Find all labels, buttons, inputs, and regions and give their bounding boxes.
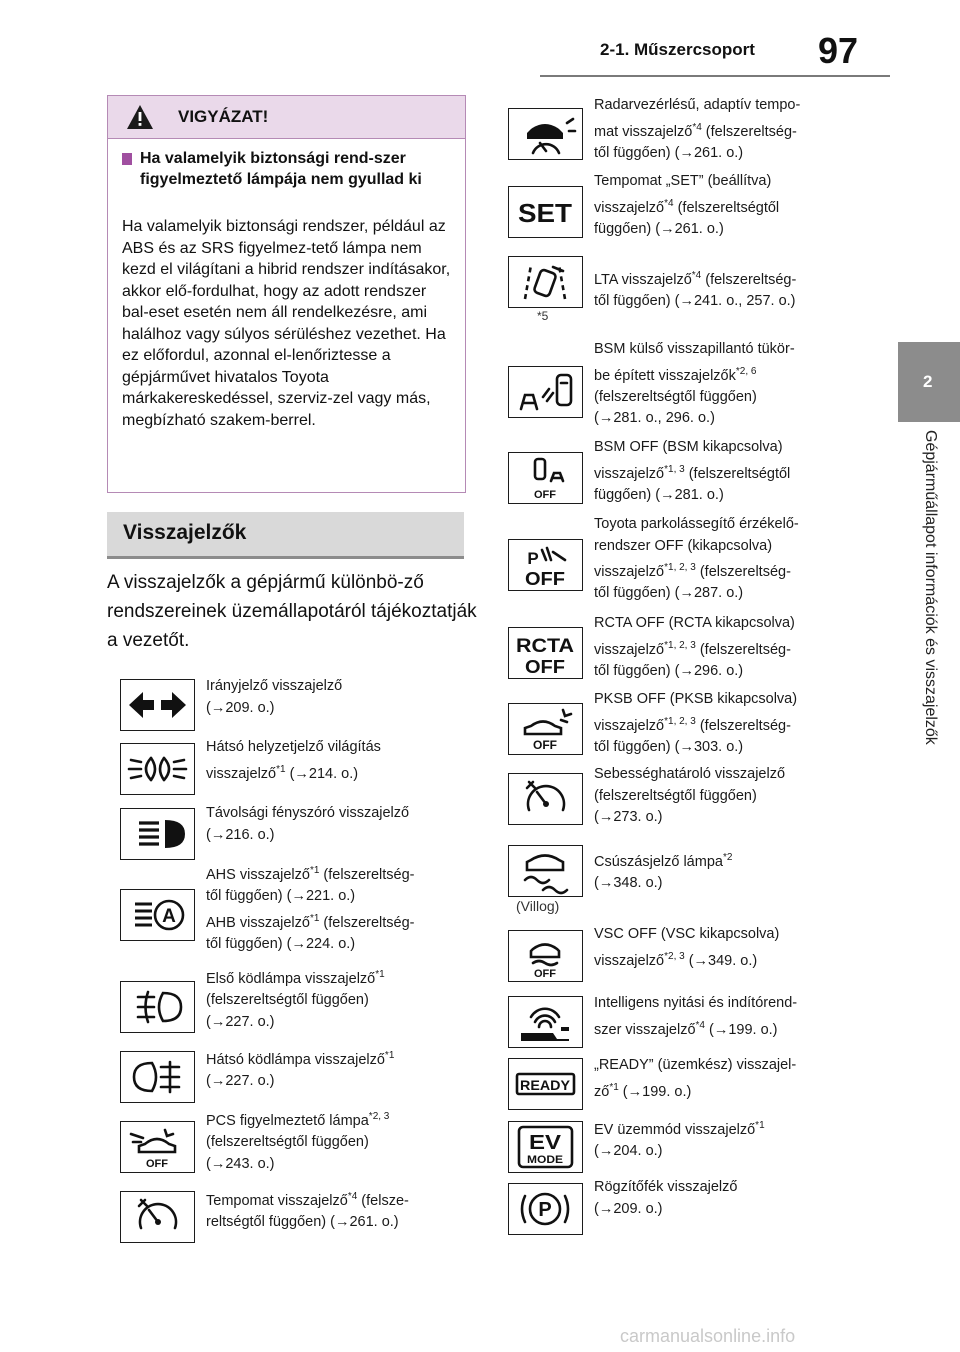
indicator-row [508,1179,858,1239]
warning-subheading [122,148,452,190]
indicator-description: Intelligens nyitási és indítórend- szer visszajelző$^{*4}$ (→199. o.) [594,995,798,1038]
indicator-row [508,1058,858,1114]
bsm-off-icon [508,452,583,504]
chapter-tab [898,342,960,422]
icon-label: OFF [534,489,556,501]
header-rule [540,75,890,77]
warning-body: Ha valamelyik biztonsági rendszer, például az ABS és az SRS figyelmez-tető lámpa nem kezd el világítani a hibrid rendszer indításakor, akkor elő-fordulhat, hogy az adott rendszer bal-eset esetén nem áll rendelkezésre, ami halálhoz vagy súlyos sérüléshez vezethet. Ha ez előfordul, azonnal el-lenőriztesse a gépjárművet hivatalos Toyota márkakereskedéssel, szerviz-zel vagy más, megbízható szakem-berrel. [122,218,451,429]
indicator-description: PKSB OFF (PKSB kikapcsolva) visszajelző$^{*1, 2, 3}$ (felszereltség- től függően) (→303. o.) [594,691,798,755]
indicator-row [508,996,858,1052]
section-intro: A visszajelzők a gépjármű különbö-ző rendszereinek üzemállapotáról tájékoztatják a vezetőt. [107,572,477,651]
pcs-off-icon [120,1121,195,1173]
icon-label: OFF [525,569,565,589]
indicator-description: „READY” (üzemkész) visszajel- $ző^{*1}$ (→199. o.) [594,1057,797,1100]
rear-fog-icon [120,1051,195,1103]
indicator-row [508,845,858,914]
square-bullet-icon [122,153,132,165]
bsm-mirror-icon [508,366,583,418]
ahs-ahb-icon [120,889,195,941]
turn-signal-icon [120,679,195,731]
warning-box [107,95,466,493]
footer-watermark: carmanualsonline.info [620,1326,796,1346]
icon-label: P [538,1199,552,1221]
indicator-row [508,691,858,759]
indicator-note: *5 [537,309,549,323]
svg-text:A: A [162,906,176,927]
indicator-row [120,1048,470,1104]
indicator-row [120,805,470,861]
lta-icon [508,256,583,308]
warning-title: VIGYÁZAT! [178,107,269,126]
indicator-row [120,1188,470,1244]
icon-label: RCTA [516,636,575,657]
chapter-number: 2 [923,372,933,391]
indicator-description: PCS figyelmeztető lámpa$^{*2, 3}$ (felszereltségtől függően) (→243. o.) [206,1111,390,1172]
vsc-off-icon [508,930,583,982]
indicator-row [508,341,858,427]
smart-key-icon [508,996,583,1048]
indicator-description: Rögzítőfék visszajelző (→209. o.) [594,1179,738,1217]
page-number: 97 [818,30,859,71]
icon-label: SET [518,198,573,228]
indicator-description: RCTA OFF (RCTA kikapcsolva) visszajelző$^{*1, 2, 3}$ (felszereltség- től függően) (→296. o.) [594,615,795,679]
indicator-row [508,439,858,508]
indicator-description: BSM OFF (BSM kikapcsolva) visszajelző$^{*1, 3}$ (felszereltségtől függően) (→281. o.) [594,439,791,503]
icon-label: MODE [527,1154,563,1166]
section-heading-band [107,512,464,559]
indicator-row [508,926,858,986]
indicator-description: Tempomat „SET” (beállítva) visszajelző$^{*4}$ (felszereltségtől függően) (→261. o.) [594,173,780,237]
indicator-description: Toyota parkolássegítő érzékelő- rendszer OFF (kikapcsolva) visszajelző$^{*1, 2, 3}$ (felszereltség- től függően) (→287. o.) [594,516,799,602]
indicator-row [508,97,858,164]
indicator-description: Első ködlámpa visszajelző$^{*1}$ (felszereltségtől függően) (→227. o.) [206,969,385,1030]
indicator-description: Hátsó helyzetjelző világítás visszajelző$^{*1}$ (→214. o.) [206,739,381,782]
cruise-control-icon [120,1191,195,1243]
warning-header [108,96,465,139]
high-beam-icon [120,808,195,860]
indicator-row [120,676,470,732]
chapter-vertical-title: Gépjárműállapot információk és visszajelzők [922,430,939,745]
parking-sensor-off-icon [508,539,583,591]
icon-label: OFF [534,968,556,980]
indicator-description: EV üzemmód visszajelző$^{*1}$ (→204. o.) [594,1120,765,1160]
indicator-row [120,1111,470,1174]
speed-limiter-icon [508,773,583,825]
warning-subheading-text: Ha valamelyik biztonsági rend-szer figyelmeztető lámpája nem gyullad ki [140,150,422,188]
indicator-description: Sebességhatároló visszajelző (felszereltségtől függően) (→273. o.) [594,766,786,825]
ev-mode-icon [508,1121,583,1173]
tail-light-icon [120,743,195,795]
parking-brake-icon [508,1183,583,1235]
front-fog-icon [120,981,195,1033]
indicator-row [508,766,858,829]
set-icon [508,186,583,238]
rcta-off-icon [508,627,583,679]
indicator-description: BSM külső visszapillantó tükör- be épített visszajelzők$^{*2, 6}$ (felszereltségtől függően) (→281. o., 296. o.) [594,341,795,427]
indicator-row [120,865,470,953]
indicator-row [508,516,858,602]
indicator-row [508,1121,858,1177]
indicator-description: Tempomat visszajelző$^{*4}$ (felsze- reltségtől függően) (→261. o.) [206,1191,409,1231]
icon-label: READY [520,1077,571,1093]
indicator-description: VSC OFF (VSC kikapcsolva) visszajelző$^{*2, 3}$ (→349. o.) [594,926,780,969]
slip-indicator-icon [508,845,583,897]
indicator-row [120,969,470,1034]
pksb-off-icon [508,703,583,755]
indicator-description: Csúszásjelző lámpa$^{*2}$ (→348. o.) [594,852,733,892]
icon-label: OFF [525,657,565,677]
indicator-row [120,740,470,796]
svg-text:P: P [527,549,539,568]
indicator-description: LTA visszajelző$^{*4}$ (felszereltség- től függően) (→241. o., 257. o.) [594,270,797,310]
indicator-row [508,173,858,242]
indicator-row [508,256,858,323]
section-heading: Visszajelzők [123,521,247,544]
icon-label: OFF [533,738,557,752]
indicator-description: Radarvezérlésű, adaptív tempo- mat visszajelző$^{*4}$ (felszereltség- től függően) (→261. o.) [594,97,801,161]
radar-cruise-icon [508,108,583,160]
icon-label: EV [529,1132,562,1154]
indicator-description: Irányjelző visszajelző (→209. o.) [206,678,343,716]
section-title: 2-1. Műszercsoport [600,40,755,59]
indicator-description: Távolsági fényszóró visszajelző (→216. o.) [206,805,410,843]
indicator-row [508,615,858,683]
indicator-description: Hátsó ködlámpa visszajelző$^{*1}$ (→227. o.) [206,1050,395,1090]
indicator-note: (Villog) [516,898,560,914]
indicator-description: AHS visszajelző$^{*1}$ (felszereltség- től függően) (→221. o.) AHB visszajelző$^{*1}$ (felszereltség- től függően) (→224. o.) [206,865,415,953]
svg-text:OFF: OFF [146,1158,168,1170]
warning-triangle-icon [125,103,155,131]
ready-icon [508,1058,583,1110]
